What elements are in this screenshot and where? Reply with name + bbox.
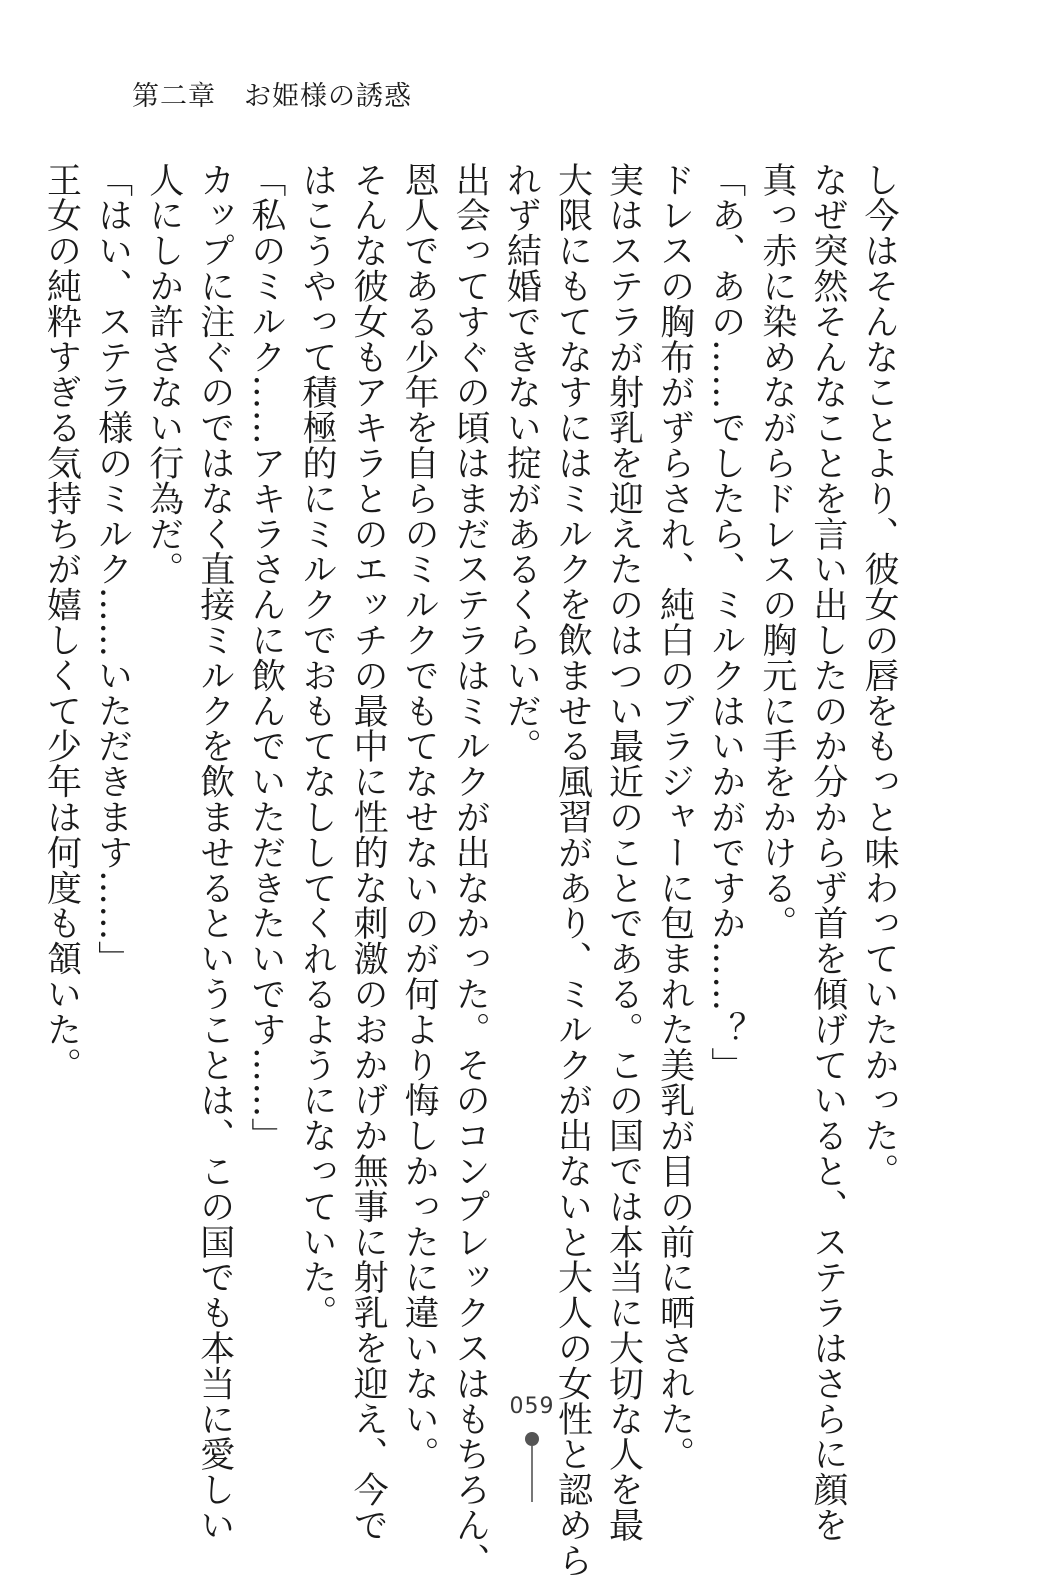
body-line-7: 大限にもてなすにはミルクを飲ませる風習があり、ミルクが出ないと大人の女性と認めら: [552, 162, 593, 1578]
body-line-15: 人にしか許さない行為だ。: [143, 162, 184, 587]
body-line-17: 王女の純粋すぎる気持ちが嬉しくて少年は何度も頷いた。: [41, 162, 82, 1083]
body-line-16: 「はい、ステラ様のミルク……いただきます……」: [92, 162, 133, 977]
body-line-4: 「あ、あの……でしたら、ミルクはいかがですか……？」: [705, 162, 746, 1083]
body-line-1: し今はそんなことより、彼女の唇をもっと味わっていたかった。: [859, 162, 899, 1189]
body-line-9: 出会ってすぐの頃はまだステラはミルクが出なかった。そのコンプレックスはもちろん、: [450, 162, 491, 1578]
body-line-13: 「私のミルク……アキラさんに飲んでいただきたいです……」: [245, 162, 286, 1154]
body-line-6: 実はステラが射乳を迎えたのはつい最近のことである。この国では本当に大切な人を最: [603, 162, 644, 1543]
folio-dot: [525, 1432, 539, 1446]
body-line-3: 真っ赤に染めながらドレスの胸元に手をかける。: [756, 162, 797, 941]
body-line-14: カップに注ぐのではなく直接ミルクを飲ませるということは、この国でも本当に愛しい: [194, 162, 235, 1543]
chapter-title: 第二章 お姫様の誘惑: [132, 81, 412, 112]
folio-line: [531, 1446, 533, 1502]
body-line-5: ドレスの胸布がずらされ、純白のブラジャーに包まれた美乳が目の前に晒された。: [654, 162, 695, 1472]
body-line-12: はこうやって積極的にミルクでおもてなししてくれるようになっていた。: [296, 162, 337, 1331]
page-number: 059: [509, 1394, 555, 1419]
body-line-11: そんな彼女もアキラとのエッチの最中に性的な刺激のおかげか無事に射乳を迎え、今で: [348, 162, 389, 1543]
body-line-2: なぜ突然そんなことを言い出したのか分からず首を傾げていると、ステラはさらに顔を: [807, 162, 848, 1543]
body-line-10: 恩人である少年を自らのミルクでもてなせないのが何より悔しかったに違いない。: [399, 162, 440, 1472]
body-line-8: れず結婚できない掟があるくらいだ。: [501, 162, 542, 764]
